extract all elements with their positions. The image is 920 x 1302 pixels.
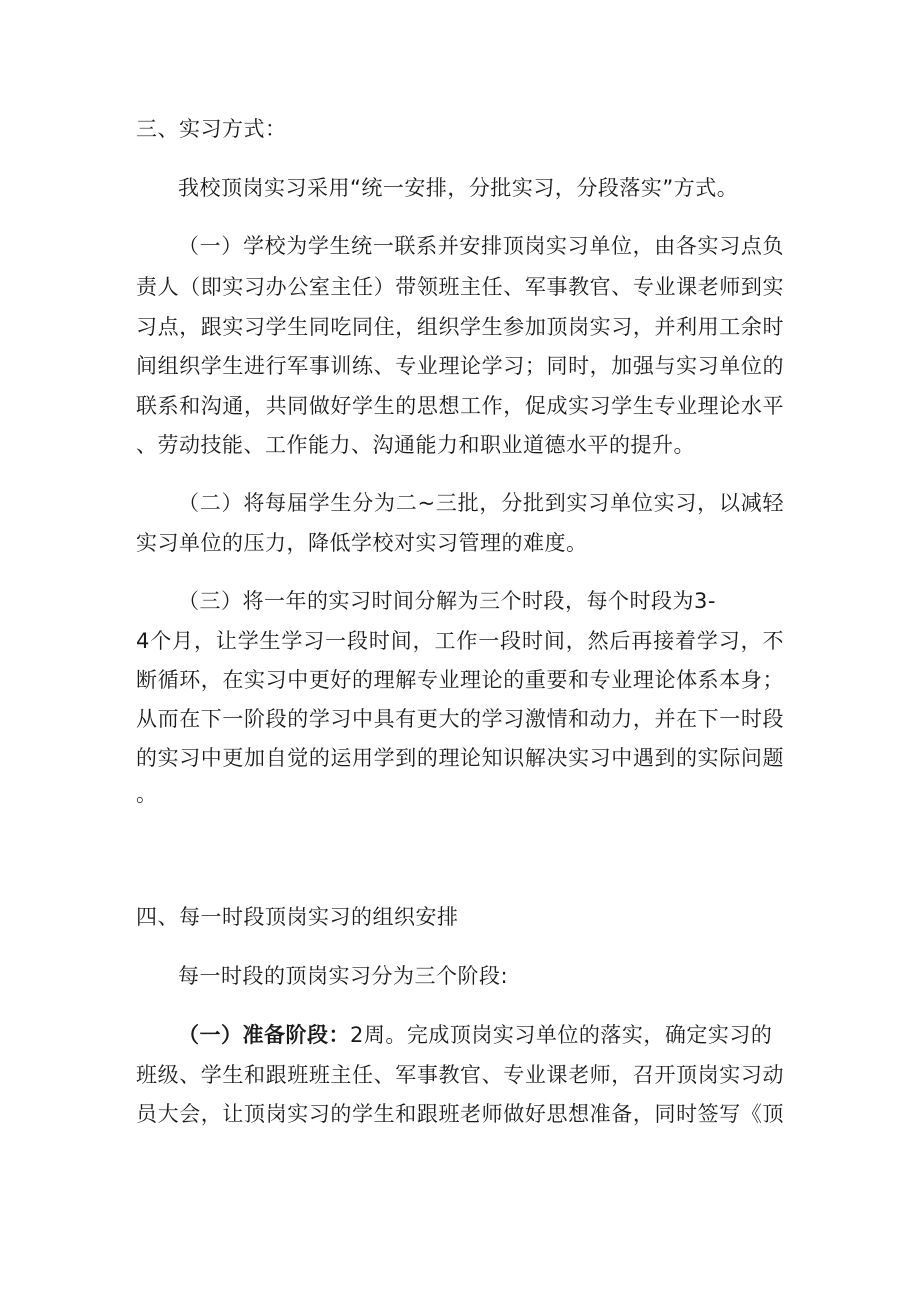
section-4-intro: 每一时段的顶岗实习分为三个阶段: bbox=[178, 964, 509, 988]
stage1-text: 2周。完成顶岗实习单位的落实，确定实习的 bbox=[350, 1023, 773, 1047]
para3-line: 的实习中更加自觉的运用学到的理论知识解决实习中遇到的实际问题 bbox=[136, 746, 784, 770]
section-4-heading: 四、每一时段顶岗实习的组织安排 bbox=[136, 905, 459, 929]
para1-line: 责人（即实习办公室主任）带领班主任、军事教官、专业课老师到实 bbox=[136, 275, 784, 299]
para1-line: 联系和沟通，共同做好学生的思想工作，促成实习学生专业理论水平 bbox=[136, 394, 784, 418]
para2-line: （二）将每届学生分为二~三批，分批到实习单位实习，以减轻 bbox=[178, 491, 784, 515]
para3-line: 从而在下一阶段的学习中具有更大的学习激情和动力，并在下一时段 bbox=[136, 707, 784, 731]
para3-line: 4个月，让学生学习一段时间，工作一段时间，然后再接着学习，不 bbox=[136, 629, 784, 653]
para2-line: 实习单位的压力，降低学校对实习管理的难度。 bbox=[136, 531, 588, 555]
stage1-line: 员大会，让顶岗实习的学生和跟班老师做好思想准备，同时签写《顶 bbox=[136, 1102, 784, 1126]
para3-line: 。 bbox=[136, 782, 158, 806]
para3-line: （三）将一年的实习时间分解为三个时段，每个时段为3- bbox=[178, 589, 716, 613]
para1-line: （一）学校为学生统一联系并安排顶岗实习单位，由各实习点负 bbox=[178, 234, 784, 258]
stage1-title: （一）准备阶段： bbox=[178, 1023, 350, 1047]
stage1-first-line bbox=[178, 1021, 772, 1049]
para3-line: 断循环，在实习中更好的理解专业理论的重要和专业理论体系本身； bbox=[136, 668, 784, 692]
para1-line: 、劳动技能、工作能力、沟通能力和职业道德水平的提升。 bbox=[136, 433, 695, 457]
para1-line: 习点，跟实习学生同吃同住，组织学生参加顶岗实习，并利用工余时 bbox=[136, 315, 784, 339]
stage1-line: 班级、学生和跟班班主任、军事教官、专业课老师，召开顶岗实习动 bbox=[136, 1063, 784, 1087]
para1-line: 间组织学生进行军事训练、专业理论学习；同时，加强与实习单位的 bbox=[136, 354, 784, 378]
section-3-heading: 三、实习方式： bbox=[136, 117, 287, 141]
section-3-intro: 我校顶岗实习采用“统一安排，分批实习，分段落实”方式。 bbox=[178, 176, 739, 200]
